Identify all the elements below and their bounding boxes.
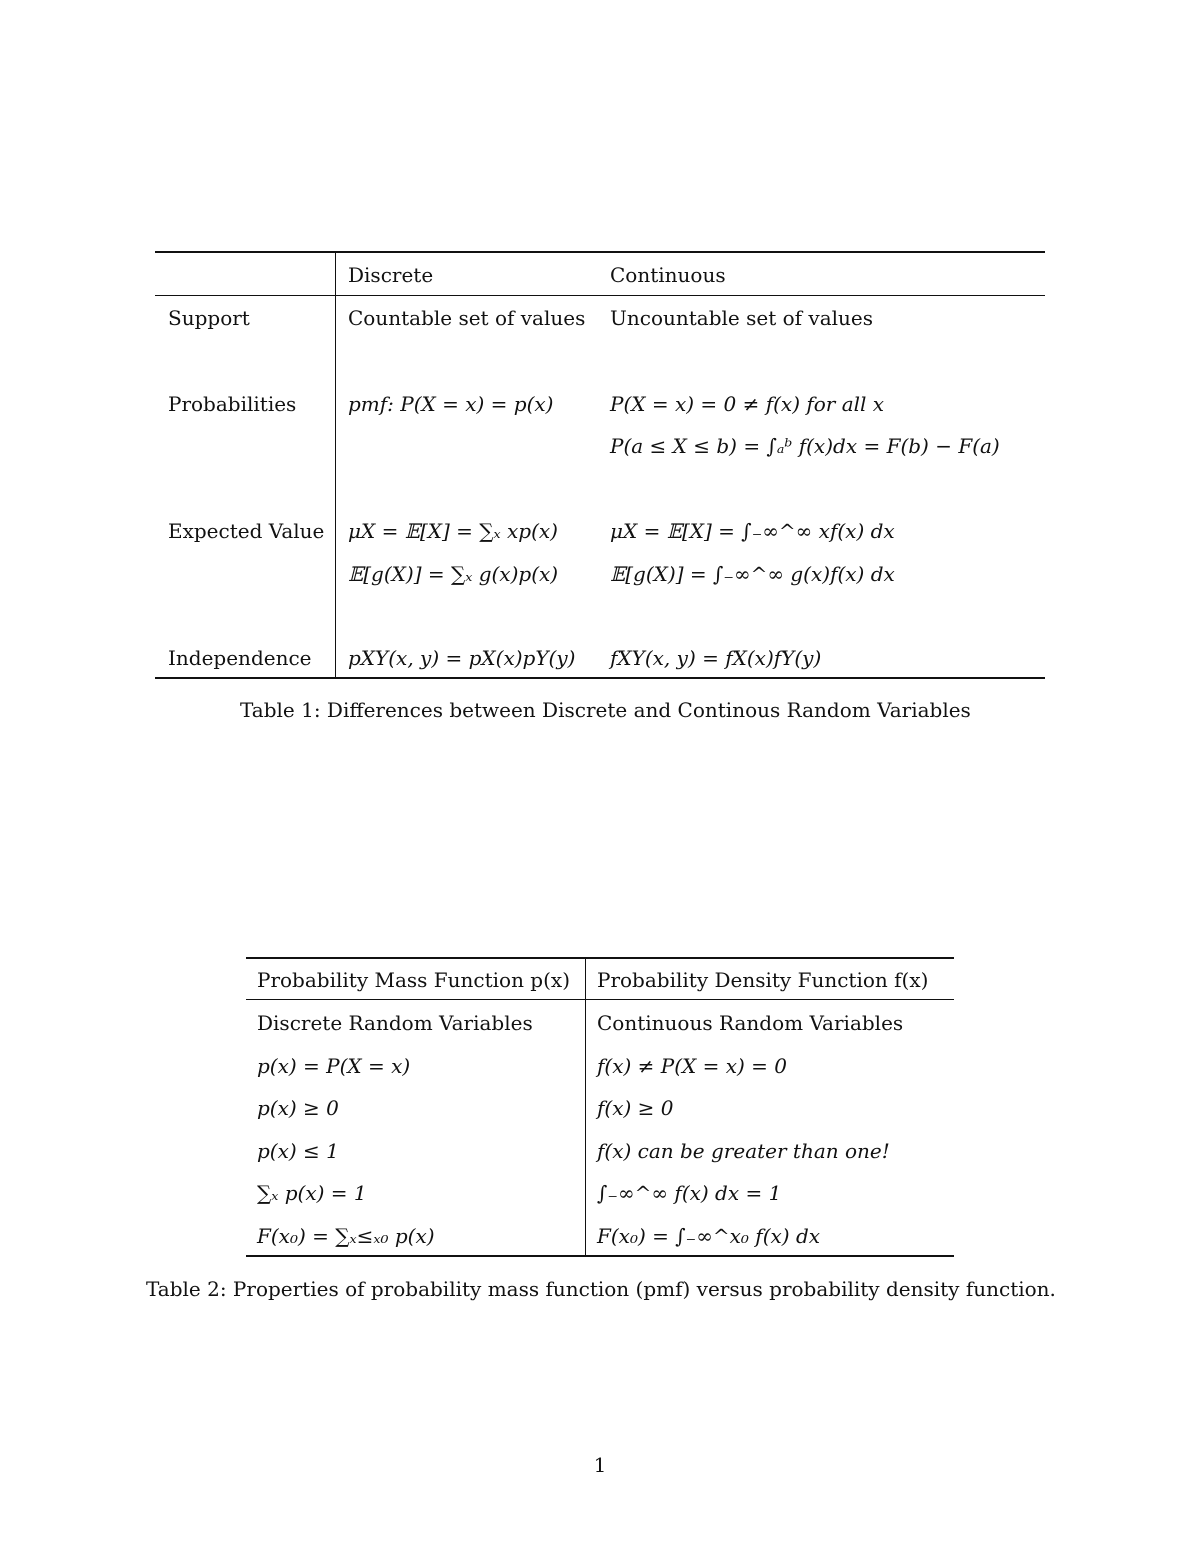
header-pdf: Probability Density Function f(x) <box>597 968 929 992</box>
table-bottom-rule <box>155 677 1045 679</box>
expected-continuous-1: μX = 𝔼[X] = ∫₋∞^∞ xf(x) dx <box>610 519 895 543</box>
pmf-row-5: ∑ₓ p(x) = 1 <box>257 1181 367 1205</box>
pmf-row-2: p(x) = P(X = x) <box>257 1054 411 1078</box>
table2-caption: Table 2: Properties of probability mass function (pmf) versus probability density function. <box>146 1277 1056 1301</box>
probabilities-continuous-2: P(a ≤ X ≤ b) = ∫ₐᵇ f(x)dx = F(b) − F(a) <box>610 434 1000 458</box>
row-label-expected-value: Expected Value <box>168 519 325 543</box>
pdf-row-2: f(x) ≠ P(X = x) = 0 <box>597 1054 788 1078</box>
table-top-rule <box>155 251 1045 253</box>
pdf-row-4: f(x) can be greater than one! <box>597 1139 890 1163</box>
header-pmf: Probability Mass Function p(x) <box>257 968 570 992</box>
pdf-row-3: f(x) ≥ 0 <box>597 1096 674 1120</box>
table-column-divider <box>335 251 336 677</box>
header-continuous: Continuous <box>610 263 726 287</box>
independence-discrete: pXY(x, y) = pX(x)pY(y) <box>348 646 576 670</box>
table-header-rule <box>246 999 954 1000</box>
pdf-row-6: F(x₀) = ∫₋∞^x₀ f(x) dx <box>597 1224 821 1248</box>
row-label-probabilities: Probabilities <box>168 392 297 416</box>
independence-continuous: fXY(x, y) = fX(x)fY(y) <box>610 646 822 670</box>
page-number: 1 <box>593 1453 607 1477</box>
table-top-rule <box>246 957 954 959</box>
table-bottom-rule <box>246 1255 954 1257</box>
pmf-row-3: p(x) ≥ 0 <box>257 1096 339 1120</box>
row-label-support: Support <box>168 306 250 330</box>
support-discrete: Countable set of values <box>348 306 586 330</box>
pmf-row-1: Discrete Random Variables <box>257 1011 533 1035</box>
table1-caption: Table 1: Differences between Discrete and Continous Random Variables <box>240 698 971 722</box>
pdf-row-5: ∫₋∞^∞ f(x) dx = 1 <box>597 1181 782 1205</box>
expected-continuous-2: 𝔼[g(X)] = ∫₋∞^∞ g(x)f(x) dx <box>610 562 895 586</box>
pmf-row-4: p(x) ≤ 1 <box>257 1139 339 1163</box>
pdf-row-1: Continuous Random Variables <box>597 1011 904 1035</box>
probabilities-discrete: pmf: P(X = x) = p(x) <box>348 392 554 416</box>
row-label-independence: Independence <box>168 646 312 670</box>
pmf-row-6: F(x₀) = ∑ₓ≤ₓ₀ p(x) <box>257 1224 435 1248</box>
header-discrete: Discrete <box>348 263 434 287</box>
probabilities-continuous-1: P(X = x) = 0 ≠ f(x) for all x <box>610 392 885 416</box>
table-header-rule <box>155 295 1045 296</box>
support-continuous: Uncountable set of values <box>610 306 873 330</box>
table-column-divider <box>585 957 586 1255</box>
expected-discrete-1: μX = 𝔼[X] = ∑ₓ xp(x) <box>348 519 558 543</box>
expected-discrete-2: 𝔼[g(X)] = ∑ₓ g(x)p(x) <box>348 562 559 586</box>
